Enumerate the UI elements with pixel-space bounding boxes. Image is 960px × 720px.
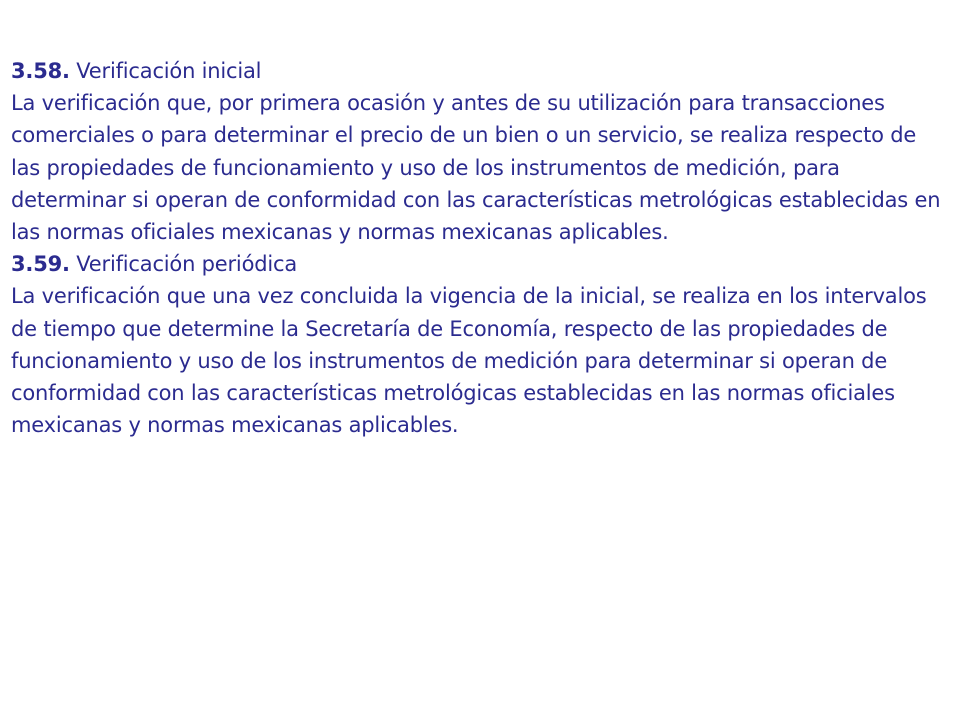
definitions-text-block: [11, 55, 941, 441]
section-title: Verificación inicial: [69, 59, 262, 83]
section-heading-3-59: [11, 248, 941, 280]
section-title: Verificación periódica: [69, 252, 297, 277]
section-body-3-59: La verificación que una vez concluida la vigencia de la inicial, se realiza en los intervalos de tiempo que determine la Secretaría de Economía, respecto de las propiedades de funcionamiento y uso de los instrumentos de medición para determinar si operan de conformidad con las características metrológicas establecidas en las normas oficiales mexicanas y normas mexicanas aplicables.: [11, 284, 927, 438]
section-heading-3-58: [11, 55, 941, 87]
section-number: 3.58.: [11, 59, 70, 83]
section-number: 3.59.: [11, 252, 70, 277]
section-body-3-58: La verificación que, por primera ocasión y antes de su utilización para transacciones comerciales o para determinar el precio de un bien o un servicio, se realiza respecto de las propiedades de funcionamiento y uso de los instrumentos de medición, para determinar si operan de conformidad con las características metrológicas establecidas en las normas oficiales mexicanas y normas mexicanas aplicables.: [11, 91, 941, 245]
